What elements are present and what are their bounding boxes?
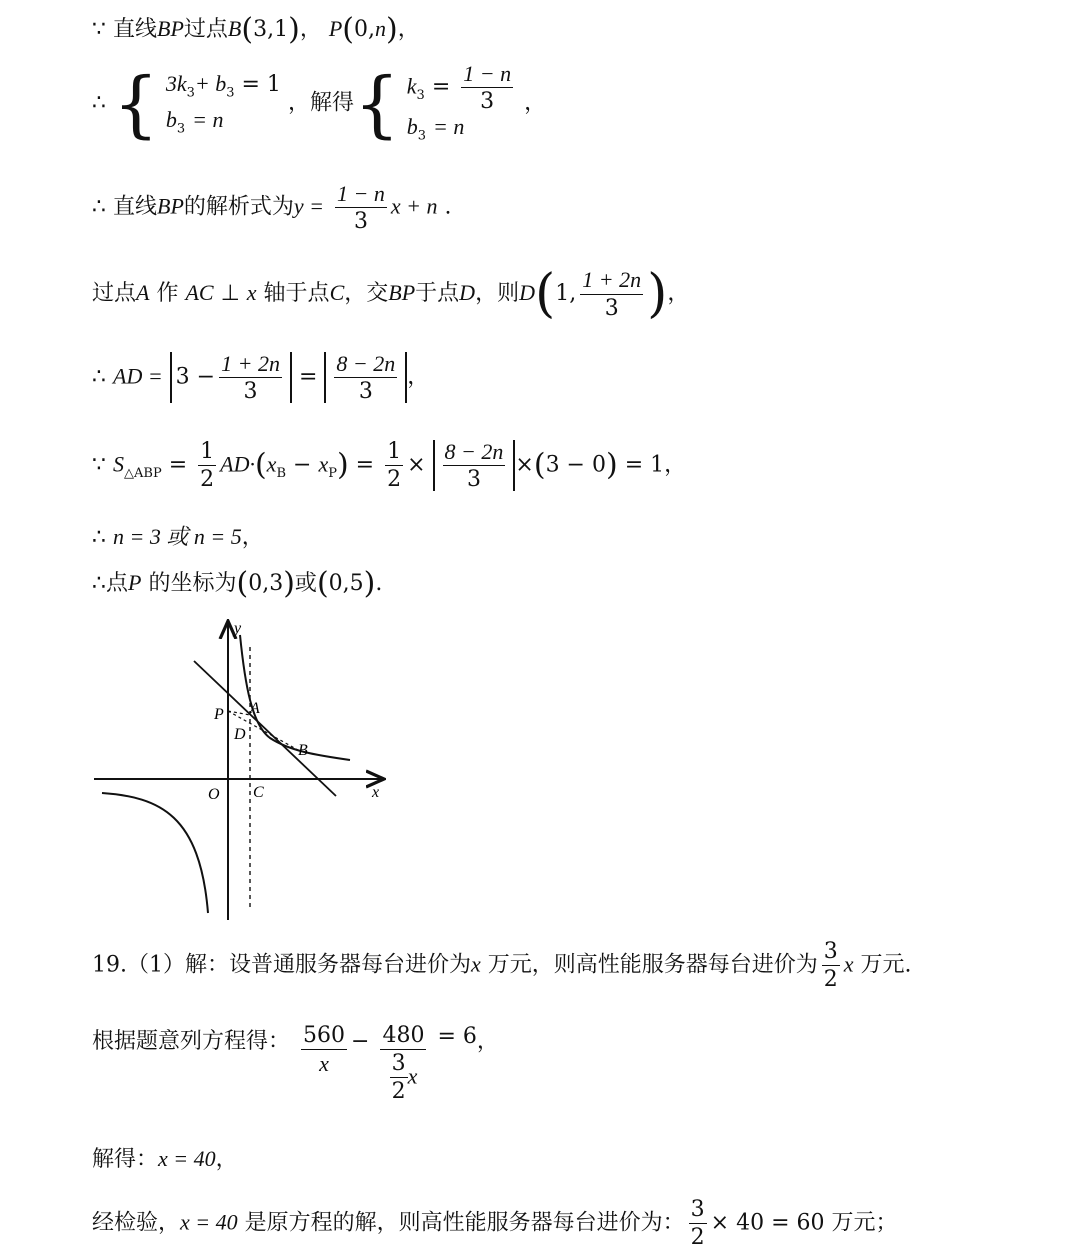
expr: = 6 [437, 1024, 477, 1049]
subscript: 3 [226, 85, 235, 101]
subscript: 3 [186, 85, 195, 101]
denominator [388, 1050, 420, 1103]
text: 于点 [415, 281, 460, 306]
text: ， [667, 281, 690, 306]
text: 的解析式为 [183, 194, 294, 220]
coord: 1, [555, 281, 577, 306]
fraction [380, 1024, 426, 1103]
eq-term: = n [192, 107, 224, 133]
system-right [407, 62, 517, 145]
text: ， [241, 525, 264, 550]
q19-check [92, 1198, 898, 1249]
text: 作 [156, 281, 179, 306]
therefore-symbol: ∴ [92, 364, 106, 390]
var-bp: BP [157, 193, 184, 219]
label-b: B [298, 742, 308, 759]
times: × [407, 452, 426, 478]
text: 根据题意列方程得： [92, 1029, 291, 1054]
var-d: D [459, 280, 476, 305]
denominator: 3 [243, 379, 258, 405]
text: 或 [294, 571, 317, 596]
denominator: 3 [604, 295, 619, 321]
abs-value [170, 352, 292, 403]
text: 万元，则高性能服务器每台进价为 [487, 952, 818, 978]
system-left [166, 67, 281, 140]
text: 19.（1）解：设普通服务器每台进价为 [92, 952, 471, 978]
var-bp: BP [388, 280, 416, 305]
label-c: C [253, 784, 264, 801]
abs-value [433, 440, 516, 491]
expr: × 40 = 60 [710, 1210, 825, 1236]
fraction [390, 1052, 408, 1103]
fraction [334, 352, 397, 403]
numerator: 1 + 2n [580, 268, 643, 294]
text: . [444, 194, 452, 220]
line-ab [194, 661, 336, 796]
eq-symbol: = [298, 364, 318, 390]
text: ， [397, 17, 420, 42]
hyperbola-left-branch [102, 793, 208, 913]
denominator: 3 [353, 209, 368, 235]
coord: 0,5 [328, 571, 364, 596]
numerator: 560 [301, 1024, 347, 1050]
abs-value [324, 352, 407, 403]
coord-p: 0, [354, 17, 375, 42]
var-x: x [407, 1063, 418, 1089]
eq-term: = n [433, 114, 465, 140]
expr: = 1 [624, 452, 665, 478]
line-point-d: 过点A 作 AC ⊥ x 轴于点C，交BP于点D，则D(1, $\frac{1 + 2n}{3}$ )， [92, 264, 690, 324]
subscript: △ABP [124, 465, 162, 481]
text: . [375, 571, 383, 596]
text: 万元； [831, 1210, 898, 1236]
q19-solve [92, 1142, 238, 1173]
since-symbol: ∵ [92, 452, 106, 478]
eq-symbol: = [168, 452, 188, 478]
fraction [219, 352, 282, 403]
fraction [198, 440, 216, 491]
var-n: n [375, 16, 386, 41]
expr: 3 − [175, 364, 216, 390]
var-x: x [266, 451, 277, 477]
solve-text: ，解得 [287, 90, 354, 116]
numerator: 8 − 2n [443, 440, 506, 466]
expr: x = 40 [158, 1146, 216, 1171]
text: ， [299, 17, 322, 42]
eq-term: b [406, 114, 418, 140]
eq-term: = [431, 74, 451, 100]
numerator: 1 − n [461, 62, 513, 88]
numerator: 8 − 2n [334, 352, 397, 378]
var-x: x [246, 280, 257, 305]
var-p: P [328, 16, 343, 41]
expr: AD· [220, 451, 255, 477]
text: ， [476, 1029, 499, 1054]
fraction [689, 1198, 707, 1249]
text: 的坐标为 [148, 571, 237, 596]
since-symbol: ∵ [92, 17, 106, 42]
fraction [385, 440, 403, 491]
denominator: 2 [200, 467, 215, 493]
text: 点 [106, 571, 129, 596]
eq-term: k [406, 73, 417, 99]
q19-equation [92, 1024, 499, 1103]
eq-term: + b [194, 70, 227, 96]
text: 万元. [860, 952, 912, 978]
denominator: 2 [391, 1079, 406, 1105]
coord: 0,3 [248, 571, 284, 596]
denominator: x [319, 1051, 329, 1077]
var-bp: BP [157, 16, 184, 41]
subscript: P [328, 465, 337, 481]
eq-term: = 1 [241, 71, 281, 97]
label-d: D [234, 726, 246, 743]
q19-intro [92, 940, 912, 991]
var-b: B [227, 16, 242, 41]
function-graph [90, 615, 400, 925]
numerator: 1 [385, 440, 403, 466]
text: 是原方程的解，则高性能服务器每台进价为： [244, 1210, 685, 1236]
numerator: 1 + 2n [219, 352, 282, 378]
eq-term: 3k [165, 70, 187, 96]
text: ， [407, 364, 430, 390]
var-ad: AD = [113, 363, 163, 389]
denominator: 3 [466, 467, 481, 493]
expr: n = 3 或 n = 5 [113, 524, 242, 549]
text: ， [664, 452, 687, 478]
therefore-symbol: ∴ [92, 90, 106, 116]
text: 经检验， [92, 1210, 181, 1236]
denominator: 3 [358, 379, 373, 405]
var-a: A [136, 280, 150, 305]
text: 过点 [183, 17, 228, 42]
var-p: P [128, 570, 142, 595]
fraction [822, 940, 840, 991]
perp-symbol: ⊥ [220, 281, 240, 306]
fraction [443, 440, 506, 491]
var-ac: AC [185, 280, 214, 305]
line-area: ∵ $S_{\triangle ABP}$ = $\frac{1}{2}$ $AD\cdot(x_B - x_P)$ = $\frac{1}{2}$ × $\frac{8 - 2n}{3}$ ×(3 − 0) = 1， [92, 439, 687, 493]
therefore-symbol: ∴ [92, 525, 106, 550]
expr: 3 − 0 [545, 452, 606, 478]
line-bp-equation [92, 182, 452, 233]
var-x: x [471, 951, 481, 977]
coord-b: 3,1 [253, 17, 289, 42]
fraction [335, 182, 387, 233]
subscript: 3 [176, 121, 186, 137]
numerator: 3 [822, 940, 840, 966]
var-x: x [318, 451, 329, 477]
denominator: 2 [823, 967, 838, 993]
therefore-symbol: ∴ [92, 194, 106, 220]
label-p: P [214, 706, 224, 723]
line-p-coords: ∴点P 的坐标为(0,3)或(0,5). [92, 566, 383, 601]
label-o: O [208, 786, 220, 803]
line-ad-length [92, 352, 429, 403]
therefore-symbol: ∴ [92, 571, 106, 596]
denominator: 2 [690, 1225, 705, 1251]
subscript: 3 [416, 87, 425, 103]
text: 直线 [113, 194, 158, 220]
line-n-values [92, 520, 264, 551]
numerator: 1 [198, 440, 216, 466]
denominator: 2 [387, 467, 402, 493]
fraction [461, 62, 513, 113]
label-a: A [250, 700, 260, 717]
text: ，则 [475, 281, 520, 306]
expr: x + n [390, 193, 438, 219]
var-c: C [329, 280, 345, 305]
numerator: 1 − n [335, 182, 387, 208]
var-s: S [113, 451, 124, 477]
expr: x = 40 [180, 1209, 238, 1235]
line-equation-system: ∴ { $3k_3+ b_3 = 1$ $b_3 = n$ ，解得{ $k_3$ = $\frac{1 - n}{3}$ $b_3 = n$ ， [92, 61, 547, 146]
minus: − [351, 1029, 370, 1054]
subscript: 3 [417, 128, 427, 144]
text: ， [524, 90, 547, 116]
eq-term: b [165, 107, 177, 133]
var-d: D [519, 280, 535, 305]
var-y: y = [293, 193, 325, 219]
text: 过点 [92, 281, 137, 306]
hyperbola-right-branch [240, 635, 350, 760]
fraction [301, 1024, 347, 1075]
times: × [515, 452, 534, 478]
text: ， [215, 1147, 238, 1172]
text: 轴于点 [263, 281, 330, 306]
eq-symbol: = [355, 452, 375, 478]
subscript: B [276, 465, 286, 481]
var-x: x [843, 951, 854, 977]
denominator: 3 [480, 89, 495, 115]
numerator: 480 [380, 1024, 426, 1050]
label-x: x [372, 784, 380, 801]
line-bp-through-points: ∵ 直线BP过点B(3,1)， P(0,n)， [92, 12, 420, 47]
text: ，交 [344, 281, 389, 306]
numerator: 3 [689, 1198, 707, 1224]
fraction [580, 268, 643, 319]
minus: − [293, 452, 312, 478]
numerator: 3 [390, 1052, 408, 1078]
text: 解得： [92, 1147, 159, 1172]
label-y: y [234, 620, 242, 637]
text: 直线 [113, 17, 158, 42]
